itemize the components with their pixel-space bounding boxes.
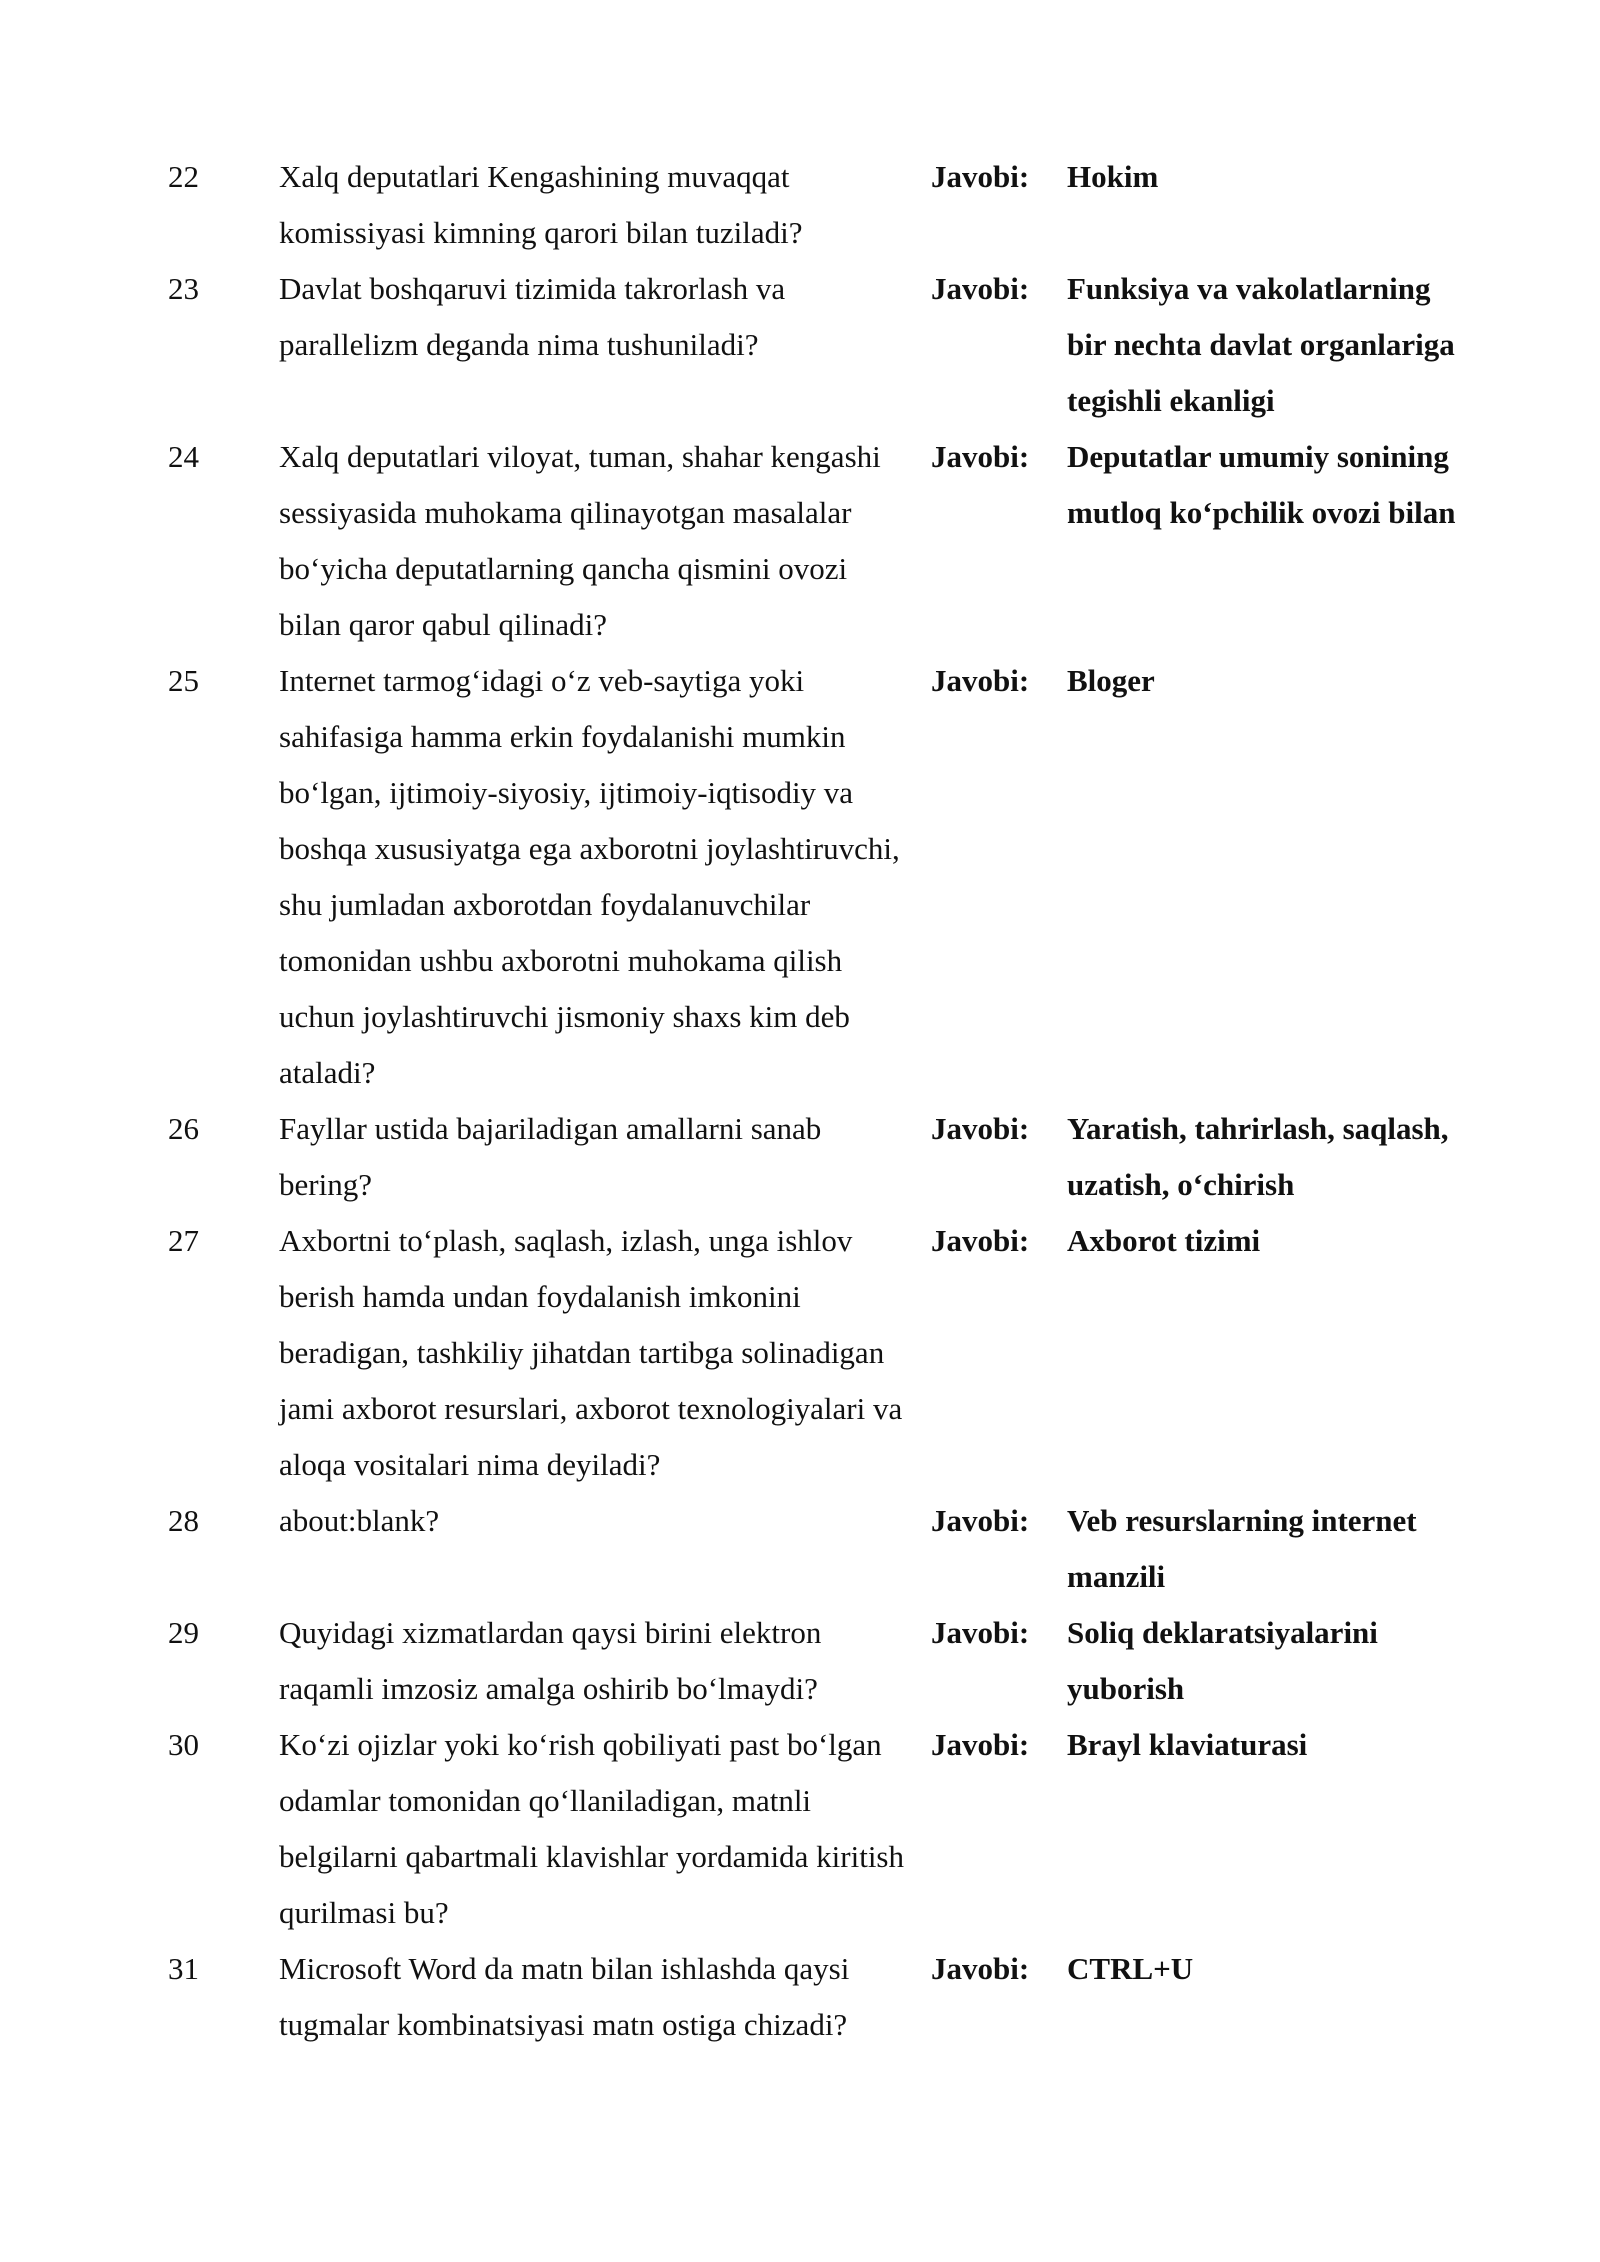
qa-row-24 (168, 429, 1500, 653)
question-text: Internet tarmog‘idagi o‘z veb-saytiga yoki sahifasiga hamma erkin foydalanishi mumkin bo‘lgan, ijtimoiy-siyosiy, ijtimoiy-iqtisodiy va boshqa xususiyatga ega axborotni joylashtiruvchi, shu jumladan axborotdan foydalanuvchilar tomonidan ushbu axborotni muhokama qilish uchun joylashtiruvchi jismoniy shaxs kim deb ataladi? (279, 663, 900, 1090)
question-number: 27 (168, 1223, 199, 1258)
answer-label: Javobi: (931, 1615, 1030, 1650)
question-number: 29 (168, 1615, 199, 1650)
answer-label: Javobi: (931, 1951, 1030, 1986)
answer-text: CTRL+U (1067, 1951, 1194, 1986)
qa-row-22 (168, 149, 1500, 261)
qa-list (168, 149, 1500, 2053)
answer-label: Javobi: (931, 1727, 1030, 1762)
answer-label: Javobi: (931, 271, 1030, 306)
qa-row-31 (168, 1941, 1500, 2053)
answer-text: Soliq deklaratsiyalarini yuborish (1067, 1615, 1378, 1706)
qa-row-23 (168, 261, 1500, 429)
answer-label: Javobi: (931, 1223, 1030, 1258)
question-number: 28 (168, 1503, 199, 1538)
answer-label: Javobi: (931, 159, 1030, 194)
question-number: 23 (168, 271, 199, 306)
question-text: Ko‘zi ojizlar yoki ko‘rish qobiliyati past bo‘lgan odamlar tomonidan qo‘llaniladigan, matnli belgilarni qabartmali klavishlar yordamida kiritish qurilmasi bu? (279, 1727, 904, 1930)
answer-text: Veb resurslarning internet manzili (1067, 1503, 1417, 1594)
answer-label: Javobi: (931, 663, 1030, 698)
qa-row-29 (168, 1605, 1500, 1717)
question-number: 31 (168, 1951, 199, 1986)
qa-row-30 (168, 1717, 1500, 1941)
question-text: Quyidagi xizmatlardan qaysi birini elektron raqamli imzosiz amalga oshirib bo‘lmaydi? (279, 1615, 822, 1706)
question-number: 30 (168, 1727, 199, 1762)
answer-text: Hokim (1067, 159, 1159, 194)
question-text: Xalq deputatlari viloyat, tuman, shahar kengashi sessiyasida muhokama qilinayotgan masalalar bo‘yicha deputatlarning qancha qismini ovozi bilan qaror qabul qilinadi? (279, 439, 881, 642)
question-text: Davlat boshqaruvi tizimida takrorlash va parallelizm deganda nima tushuniladi? (279, 271, 786, 362)
answer-label: Javobi: (931, 439, 1030, 474)
answer-text: Bloger (1067, 663, 1155, 698)
answer-text: Deputatlar umumiy sonining mutloq ko‘pchilik ovozi bilan (1067, 439, 1456, 530)
qa-row-26 (168, 1101, 1500, 1213)
question-text: Microsoft Word da matn bilan ishlashda qaysi tugmalar kombinatsiyasi matn ostiga chizadi? (279, 1951, 850, 2042)
answer-text: Funksiya va vakolatlarning bir nechta davlat organlariga tegishli ekanligi (1067, 271, 1455, 418)
qa-row-28 (168, 1493, 1500, 1605)
question-number: 26 (168, 1111, 199, 1146)
question-text: Axbortni to‘plash, saqlash, izlash, unga ishlov berish hamda undan foydalanish imkonini beradigan, tashkiliy jihatdan tartibga solinadigan jami axborot resurslari, axborot texnologiyalari va aloqa vositalari nima deyiladi? (279, 1223, 903, 1482)
answer-text: Yaratish, tahrirlash, saqlash, uzatish, o‘chirish (1067, 1111, 1449, 1202)
qa-row-27 (168, 1213, 1500, 1493)
question-number: 22 (168, 159, 199, 194)
question-number: 25 (168, 663, 199, 698)
answer-label: Javobi: (931, 1111, 1030, 1146)
question-text: Fayllar ustida bajariladigan amallarni sanab bering? (279, 1111, 822, 1202)
question-text: about:blank? (279, 1503, 440, 1538)
answer-text: Brayl klaviaturasi (1067, 1727, 1308, 1762)
question-number: 24 (168, 439, 199, 474)
answer-text: Axborot tizimi (1067, 1223, 1261, 1258)
question-text: Xalq deputatlari Kengashining muvaqqat komissiyasi kimning qarori bilan tuziladi? (279, 159, 803, 250)
answer-label: Javobi: (931, 1503, 1030, 1538)
qa-row-25 (168, 653, 1500, 1101)
